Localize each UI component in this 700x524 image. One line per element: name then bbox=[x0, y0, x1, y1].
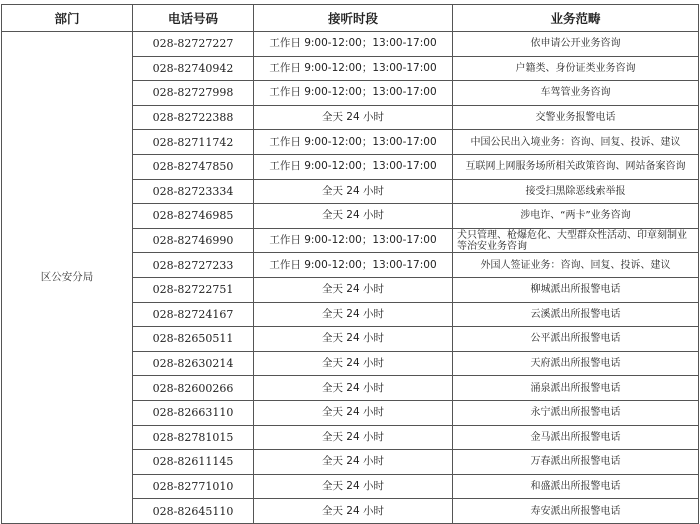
department-cell: 区公安分局 bbox=[2, 32, 133, 524]
hours-cell: 全天 24 小时 bbox=[254, 105, 453, 130]
scope-cell: 接受扫黑除恶线索举报 bbox=[453, 179, 699, 204]
hours-cell: 工作日 9:00-12:00；13:00-17:00 bbox=[254, 154, 453, 179]
hours-cell: 工作日 9:00-12:00；13:00-17:00 bbox=[254, 130, 453, 155]
phone-cell: 028-82727233 bbox=[133, 253, 254, 278]
scope-cell: 公平派出所报警电话 bbox=[453, 327, 699, 352]
hours-cell: 全天 24 小时 bbox=[254, 179, 453, 204]
scope-cell: 和盛派出所报警电话 bbox=[453, 474, 699, 499]
hours-cell: 全天 24 小时 bbox=[254, 450, 453, 475]
phone-cell: 028-82611145 bbox=[133, 450, 254, 475]
phone-cell: 028-82650511 bbox=[133, 327, 254, 352]
scope-cell: 外国人签证业务：咨询、回复、投诉、建议 bbox=[453, 253, 699, 278]
phone-cell: 028-82723334 bbox=[133, 179, 254, 204]
scope-cell: 交警业务报警电话 bbox=[453, 105, 699, 130]
phone-cell: 028-82746985 bbox=[133, 204, 254, 229]
hours-cell: 全天 24 小时 bbox=[254, 351, 453, 376]
scope-cell: 云溪派出所报警电话 bbox=[453, 302, 699, 327]
hours-cell: 工作日 9:00-12:00；13:00-17:00 bbox=[254, 228, 453, 253]
hours-cell: 工作日 9:00-12:00；13:00-17:00 bbox=[254, 81, 453, 106]
scope-cell: 涉电诈、“两卡”业务咨询 bbox=[453, 204, 699, 229]
phone-cell: 028-82722751 bbox=[133, 277, 254, 302]
header-scope: 业务范畴 bbox=[453, 5, 699, 32]
phone-cell: 028-82663110 bbox=[133, 400, 254, 425]
scope-cell: 车驾管业务咨询 bbox=[453, 81, 699, 106]
header-dept: 部门 bbox=[2, 5, 133, 32]
scope-cell: 涌泉派出所报警电话 bbox=[453, 376, 699, 401]
scope-cell: 依申请公开业务咨询 bbox=[453, 32, 699, 57]
scope-cell: 犬只管理、枪爆危化、大型群众性活动、印章刻制业等治安业务咨询 bbox=[453, 228, 699, 253]
hours-cell: 全天 24 小时 bbox=[254, 499, 453, 524]
contact-table bbox=[1, 4, 699, 524]
phone-cell: 028-82630214 bbox=[133, 351, 254, 376]
phone-cell: 028-82722388 bbox=[133, 105, 254, 130]
header-row bbox=[2, 5, 699, 32]
phone-cell: 028-82747850 bbox=[133, 154, 254, 179]
scope-cell: 万春派出所报警电话 bbox=[453, 450, 699, 475]
contact-table-container bbox=[1, 4, 698, 524]
hours-cell: 全天 24 小时 bbox=[254, 376, 453, 401]
hours-cell: 全天 24 小时 bbox=[254, 204, 453, 229]
hours-cell: 工作日 9:00-12:00；13:00-17:00 bbox=[254, 253, 453, 278]
phone-cell: 028-82600266 bbox=[133, 376, 254, 401]
hours-cell: 全天 24 小时 bbox=[254, 400, 453, 425]
phone-cell: 028-82727227 bbox=[133, 32, 254, 57]
scope-cell: 互联网上网服务场所相关政策咨询、网站备案咨询 bbox=[453, 154, 699, 179]
phone-cell: 028-82740942 bbox=[133, 56, 254, 81]
phone-cell: 028-82727998 bbox=[133, 81, 254, 106]
hours-cell: 全天 24 小时 bbox=[254, 474, 453, 499]
hours-cell: 全天 24 小时 bbox=[254, 277, 453, 302]
header-phone: 电话号码 bbox=[133, 5, 254, 32]
scope-cell: 寿安派出所报警电话 bbox=[453, 499, 699, 524]
scope-cell: 中国公民出入境业务：咨询、回复、投诉、建议 bbox=[453, 130, 699, 155]
scope-cell: 柳城派出所报警电话 bbox=[453, 277, 699, 302]
table-row bbox=[2, 32, 699, 57]
phone-cell: 028-82711742 bbox=[133, 130, 254, 155]
hours-cell: 工作日 9:00-12:00；13:00-17:00 bbox=[254, 56, 453, 81]
table-header bbox=[2, 5, 699, 32]
header-hours: 接听时段 bbox=[254, 5, 453, 32]
phone-cell: 028-82724167 bbox=[133, 302, 254, 327]
hours-cell: 全天 24 小时 bbox=[254, 302, 453, 327]
scope-cell: 户籍类、身份证类业务咨询 bbox=[453, 56, 699, 81]
phone-cell: 028-82771010 bbox=[133, 474, 254, 499]
phone-cell: 028-82645110 bbox=[133, 499, 254, 524]
scope-cell: 天府派出所报警电话 bbox=[453, 351, 699, 376]
table-body bbox=[2, 32, 699, 524]
scope-cell: 金马派出所报警电话 bbox=[453, 425, 699, 450]
hours-cell: 全天 24 小时 bbox=[254, 425, 453, 450]
hours-cell: 工作日 9:00-12:00；13:00-17:00 bbox=[254, 32, 453, 57]
phone-cell: 028-82781015 bbox=[133, 425, 254, 450]
phone-cell: 028-82746990 bbox=[133, 228, 254, 253]
scope-cell: 永宁派出所报警电话 bbox=[453, 400, 699, 425]
hours-cell: 全天 24 小时 bbox=[254, 327, 453, 352]
